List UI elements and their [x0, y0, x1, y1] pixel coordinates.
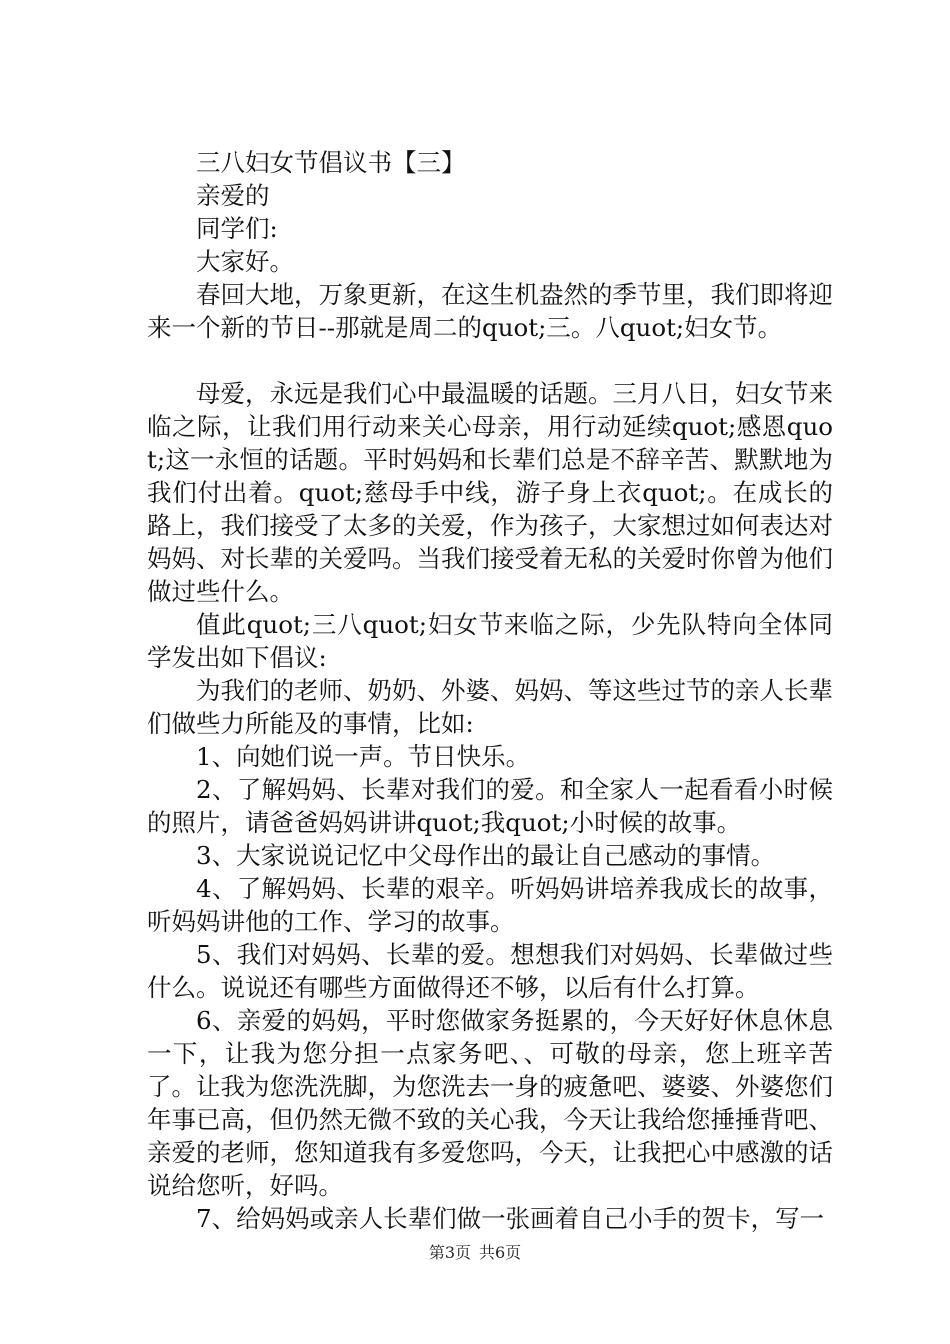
list-item-2: 2、了解妈妈、长辈对我们的爱。和全家人一起看看小时候的照片，请爸爸妈妈讲讲quot;我quot;小时候的故事。: [147, 775, 833, 837]
list-item-3: 3、大家说说记忆中父母作出的最让自己感动的事情。: [196, 841, 776, 870]
list-item-1: 1、向她们说一声。节日快乐。: [196, 742, 531, 771]
page-total: 共6页: [479, 1243, 522, 1262]
salutation-line-2: 同学们:: [196, 214, 278, 243]
paragraph-maternal-love: 母爱，永远是我们心中最温暖的话题。三月八日，妇女节来临之际，让我们用行动来关心母亲，用行动延续quot;感恩quot;这一永恒的话题。平时妈妈和长辈们总是不辞辛苦、默默地为我们付出着。quot;慈母手中线，游子身上衣quot;。在成长的路上，我们接受了太多的关爱，作为孩子，大家想过如何表达对妈妈、对长辈的关爱吗。当我们接受着无私的关爱时你曾为他们做过些什么。: [147, 379, 833, 606]
greeting: 大家好。: [196, 247, 294, 276]
list-item-7: 7、给妈妈或亲人长辈们做一张画着自己小手的贺卡，写一: [196, 1204, 825, 1233]
paragraph-suggestion-intro: 为我们的老师、奶奶、外婆、妈妈、等这些过节的亲人长辈们做些力所能及的事情，比如:: [147, 676, 833, 738]
document-body: [147, 146, 833, 1235]
list-item-5: 5、我们对妈妈、长辈的爱。想想我们对妈妈、长辈做过些什么。说说还有哪些方面做得还不够，以后有什么打算。: [147, 940, 833, 1002]
page-number: 第3页: [428, 1243, 471, 1262]
paragraph-intro: 春回大地，万象更新，在这生机盎然的季节里，我们即将迎来一个新的节日--那就是周二的quot;三。八quot;妇女节。: [147, 280, 833, 342]
list-item-6: 6、亲爱的妈妈，平时您做家务挺累的，今天好好休息休息一下，让我为您分担一点家务吧、、可敬的母亲，您上班辛苦了。让我为您洗洗脚，为您洗去一身的疲惫吧、婆婆、外婆您们年事已高，但仍然无微不致的关心我，今天让我给您捶捶背吧、亲爱的老师，您知道我有多爱您吗，今天，让我把心中感激的话说给您听，好吗。: [147, 1006, 833, 1200]
document-title: 三八妇女节倡议书【三】: [196, 148, 466, 177]
paragraph-proposal: 值此quot;三八quot;妇女节来临之际，少先队特向全体同学发出如下倡议:: [147, 610, 833, 672]
page-footer: [0, 1242, 950, 1264]
salutation-line-1: 亲爱的: [196, 181, 270, 210]
list-item-4: 4、了解妈妈、长辈的艰辛。听妈妈讲培养我成长的故事，听妈妈讲他的工作、学习的故事。: [147, 874, 833, 936]
